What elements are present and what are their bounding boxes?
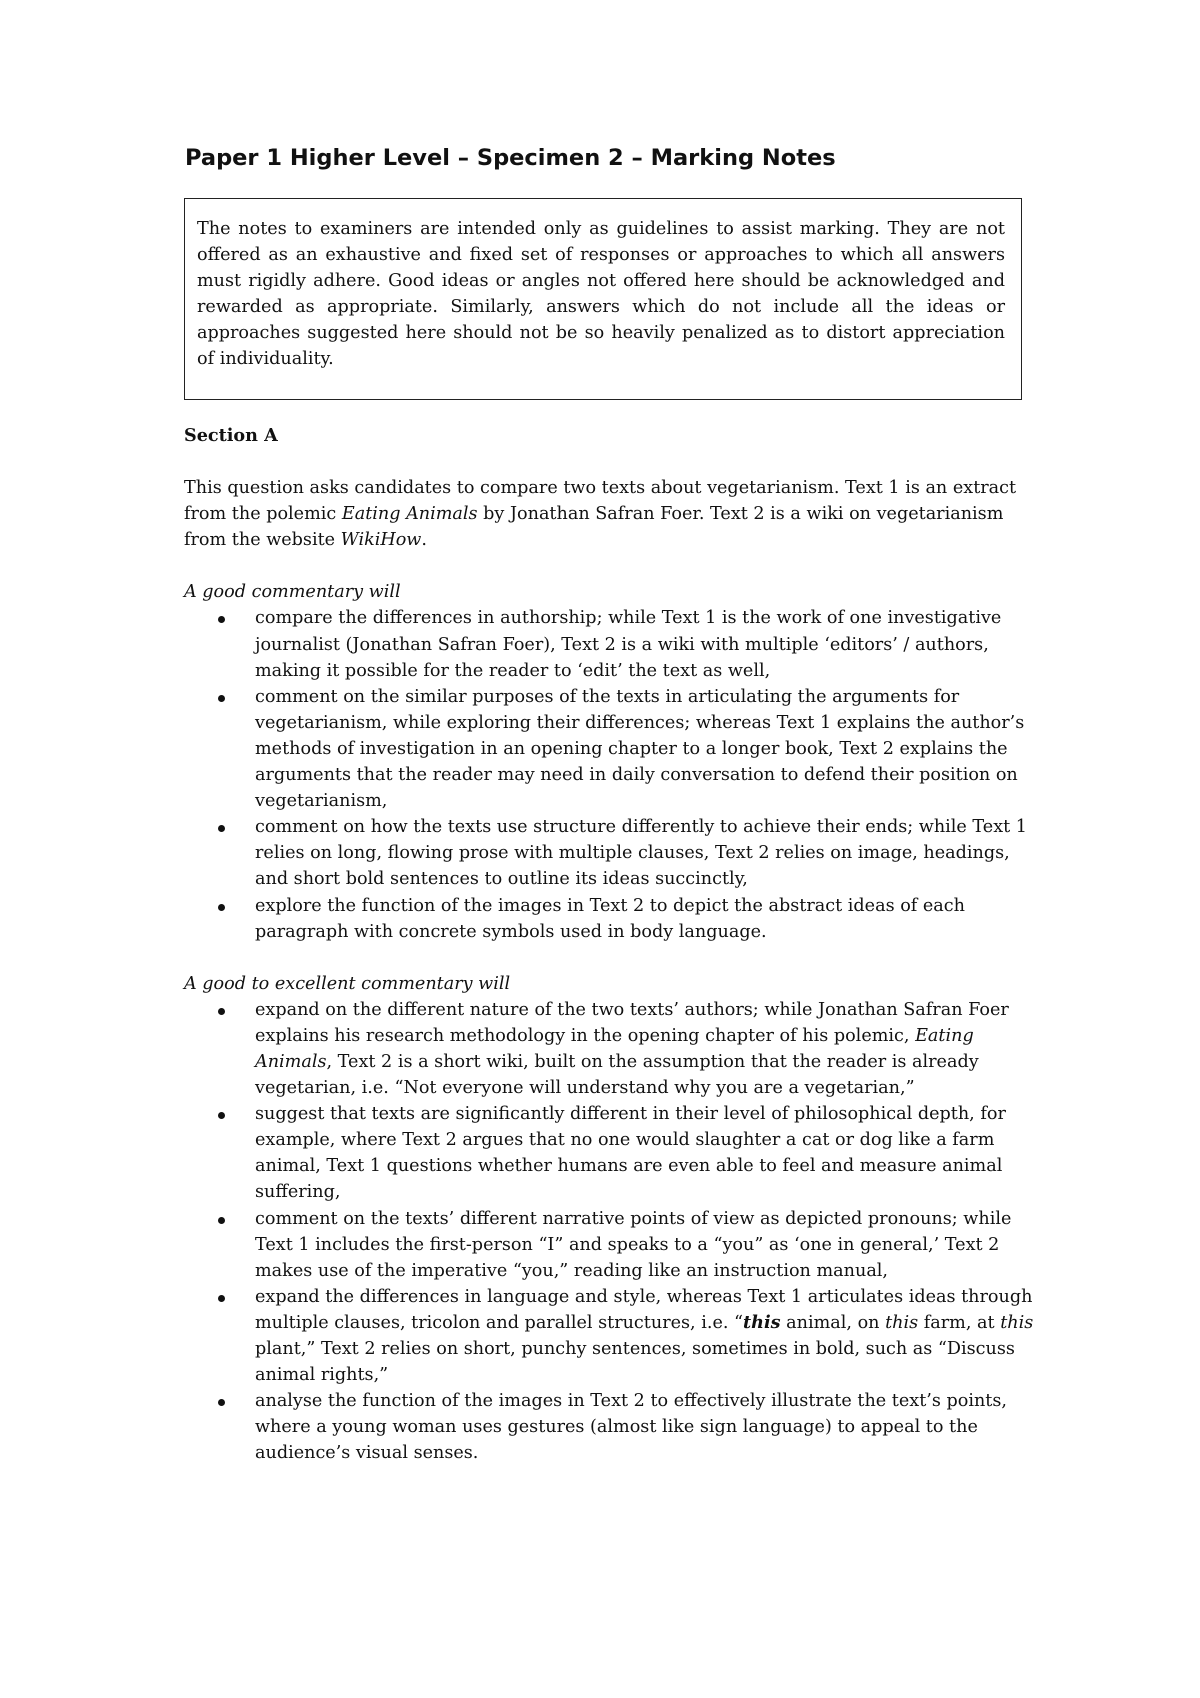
intro-text-2: by Jonathan Safran Foer. Text 2 is a wiki on vegetarianism from the website	[184, 504, 1004, 551]
list-item	[184, 1284, 1034, 1388]
website-name: WikiHow	[340, 530, 422, 551]
list-item-text: compare the differences in authorship; while Text 1 is the work of one investigative journalist (Jonathan Safran Foer), Text 2 is a wiki with multiple ‘editors’ / authors, making it possible for the reader to ‘edit’ the text as well,	[255, 608, 1002, 681]
list-item-text: expand the differences in language and style, whereas Text 1 articulates ideas through multiple clauses, tricolon and parallel structures, i.e. “	[255, 1286, 1033, 1333]
list-item-text: comment on the similar purposes of the texts in articulating the arguments for vegetarianism, while exploring their differences; whereas Text 1 explains the author’s methods of investigation in an opening chapter to a longer book, Text 2 explains the arguments that the reader may need in daily conversation to defend their position on vegetarianism,	[255, 686, 1025, 812]
emphasis-text: this	[885, 1312, 919, 1333]
list-item	[184, 814, 1034, 892]
list-item-text: expand on the different nature of the two texts’ authors; while Jonathan Safran Foer explains his research methodology in the opening chapter of his polemic,	[255, 999, 1009, 1046]
bullet-icon	[218, 904, 225, 911]
bullet-icon	[218, 1295, 225, 1302]
intro-text-1: This question asks candidates to compare two texts about vegetarianism. Text 1 is an extract from the polemic	[184, 478, 1017, 525]
emphasis-text: this	[743, 1311, 781, 1333]
list-item-text: analyse the function of the images in Text 2 to effectively illustrate the text’s points, where a young woman uses gestures (almost like sign language) to appeal to the audience’s visual senses.	[255, 1391, 1007, 1464]
good-commentary-list	[184, 605, 1034, 944]
page-title: Paper 1 Higher Level – Specimen 2 – Marking Notes	[185, 145, 836, 171]
list-item-text: explore the function of the images in Text 2 to depict the abstract ideas of each paragraph with concrete symbols used in body language.	[255, 895, 965, 942]
book-title: Eating Animals	[341, 504, 478, 525]
intro-text-3: .	[421, 530, 427, 551]
bullet-icon	[218, 695, 225, 702]
list-item-text: , Text 2 is a short wiki, built on the assumption that the reader is already vegetarian, i.e. “Not everyone will understand why you are a vegetarian,”	[255, 1051, 979, 1099]
book-title: Eating Animals	[255, 1025, 974, 1072]
list-item-text: plant,” Text 2 relies on short, punchy sentences, sometimes in bold, such as “Discuss animal rights,”	[255, 1339, 1015, 1386]
list-item	[184, 893, 1034, 945]
list-item-text: suggest that texts are significantly different in their level of philosophical depth, for example, where Text 2 argues that no one would slaughter a cat or dog like a farm animal, Text 1 questions whether humans are even able to feel and measure animal suffering,	[255, 1104, 1006, 1203]
list-item-text: farm, at	[918, 1312, 1001, 1333]
list-item	[184, 605, 1034, 683]
examiner-notice-box: The notes to examiners are intended only as guidelines to assist marking. They are not offered as an exhaustive and fixed set of responses or approaches to which all answers must rigidly adhere. Good ideas or angles not offered here should be acknowledged and rewarded as appropriate. Similarly, answers which do not include all the ideas or approaches suggested here should not be so heavily penalized as to distort appreciation of individuality.	[184, 198, 1022, 400]
section-heading: Section A	[184, 425, 278, 446]
intro-paragraph	[184, 475, 1034, 553]
good-commentary-label: A good commentary will	[184, 582, 401, 603]
emphasis-text: this	[1000, 1312, 1034, 1333]
bullet-icon	[218, 1008, 225, 1015]
document-body	[184, 423, 1034, 1492]
excellent-commentary-label: A good to excellent commentary will	[184, 973, 511, 994]
list-item	[184, 997, 1034, 1101]
bullet-icon	[218, 825, 225, 832]
list-item-text: comment on how the texts use structure differently to achieve their ends; while Text 1 relies on long, flowing prose with multiple clauses, Text 2 relies on image, headings, and short bold sentences to outline its ideas succinctly,	[255, 817, 1027, 890]
bullet-icon	[218, 616, 225, 623]
list-item-text: animal, on	[780, 1312, 886, 1333]
list-item	[184, 1101, 1034, 1205]
bullet-icon	[218, 1217, 225, 1224]
list-item	[184, 1206, 1034, 1284]
bullet-icon	[218, 1399, 225, 1406]
list-item	[184, 684, 1034, 814]
bullet-icon	[218, 1112, 225, 1119]
list-item-text: comment on the texts’ different narrative points of view as depicted pronouns; while Text 1 includes the first-person “I” and speaks to a “you” as ‘one in general,’ Text 2 makes use of the imperative “you,” reading like an instruction manual,	[255, 1208, 1012, 1281]
list-item	[184, 1388, 1034, 1466]
excellent-commentary-list	[184, 997, 1034, 1467]
